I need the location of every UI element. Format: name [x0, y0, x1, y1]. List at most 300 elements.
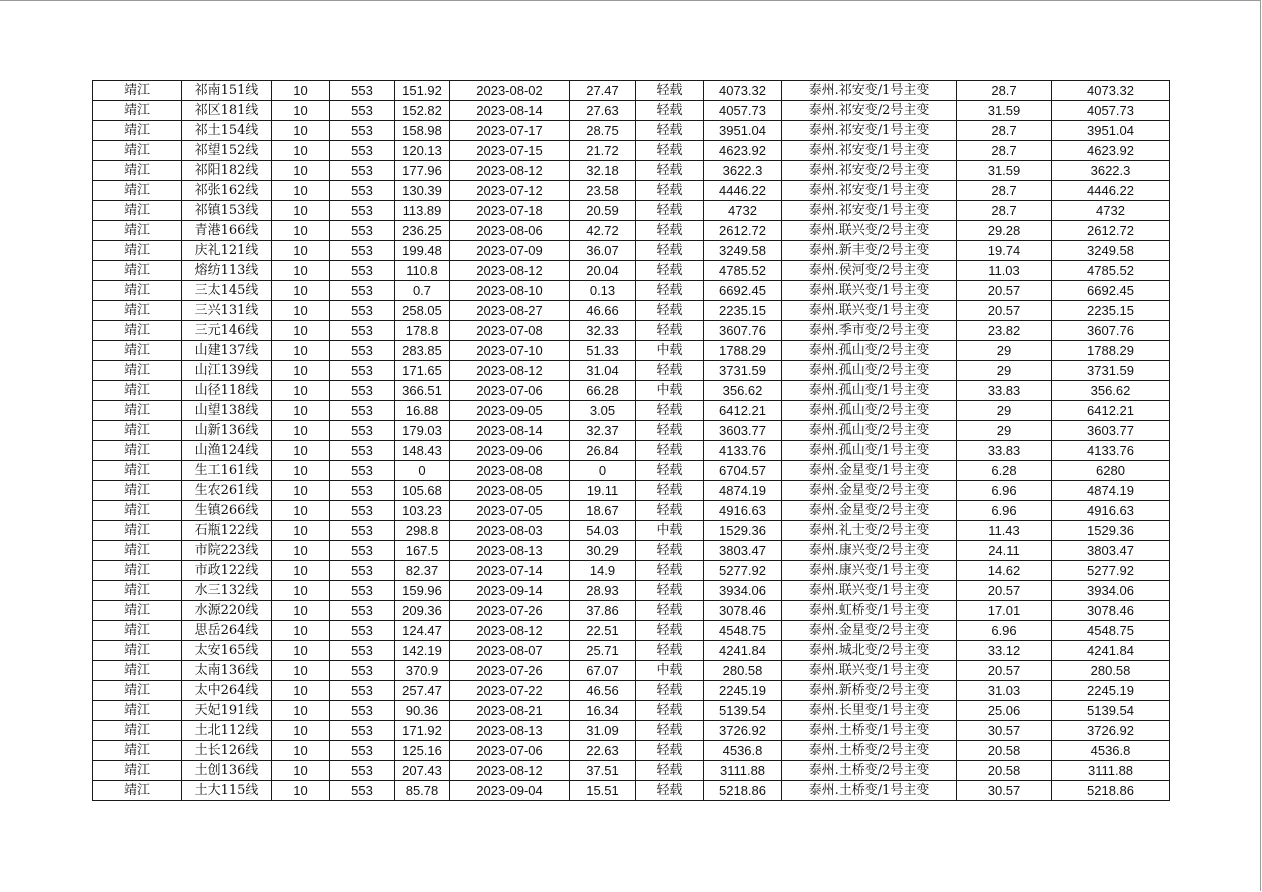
table-row [93, 381, 1170, 401]
rated-current-cell: 553 [330, 661, 395, 681]
load-rate-cell: 19.11 [570, 481, 636, 501]
table-row [93, 761, 1170, 781]
voltage-cell: 10 [272, 441, 330, 461]
voltage-cell: 10 [272, 661, 330, 681]
transformer-cell: 泰州.康兴变/2号主变 [782, 541, 957, 561]
table-row [93, 121, 1170, 141]
available-capacity-cell: 3622.3 [704, 161, 782, 181]
transformer-load-rate-cell: 29 [957, 401, 1052, 421]
load-status-cell: 轻载 [636, 681, 704, 701]
date-cell: 2023-07-12 [450, 181, 570, 201]
voltage-cell: 10 [272, 121, 330, 141]
date-cell: 2023-08-05 [450, 481, 570, 501]
max-current-cell: 0.7 [395, 281, 450, 301]
available-capacity-2-cell: 4536.8 [1052, 741, 1170, 761]
load-status-cell: 轻载 [636, 281, 704, 301]
max-current-cell: 16.88 [395, 401, 450, 421]
line-name-cell: 市政122线 [182, 561, 272, 581]
region-cell: 靖江 [93, 161, 182, 181]
region-cell: 靖江 [93, 341, 182, 361]
load-status-cell: 轻载 [636, 181, 704, 201]
available-capacity-2-cell: 1529.36 [1052, 521, 1170, 541]
load-status-cell: 轻载 [636, 241, 704, 261]
table-row [93, 541, 1170, 561]
transformer-load-rate-cell: 20.57 [957, 281, 1052, 301]
load-status-cell: 轻载 [636, 81, 704, 101]
voltage-cell: 10 [272, 401, 330, 421]
rated-current-cell: 553 [330, 81, 395, 101]
load-rate-cell: 67.07 [570, 661, 636, 681]
transformer-cell: 泰州.土桥变/2号主变 [782, 741, 957, 761]
table-row [93, 341, 1170, 361]
max-current-cell: 171.65 [395, 361, 450, 381]
date-cell: 2023-07-22 [450, 681, 570, 701]
region-cell: 靖江 [93, 761, 182, 781]
available-capacity-2-cell: 3249.58 [1052, 241, 1170, 261]
rated-current-cell: 553 [330, 221, 395, 241]
transformer-cell: 泰州.孤山变/1号主变 [782, 381, 957, 401]
line-name-cell: 三元146线 [182, 321, 272, 341]
available-capacity-cell: 5218.86 [704, 781, 782, 801]
rated-current-cell: 553 [330, 361, 395, 381]
max-current-cell: 258.05 [395, 301, 450, 321]
table-row [93, 601, 1170, 621]
transformer-load-rate-cell: 31.03 [957, 681, 1052, 701]
region-cell: 靖江 [93, 381, 182, 401]
rated-current-cell: 553 [330, 401, 395, 421]
transformer-cell: 泰州.联兴变/2号主变 [782, 221, 957, 241]
load-status-cell: 中载 [636, 661, 704, 681]
line-name-cell: 水源220线 [182, 601, 272, 621]
max-current-cell: 366.51 [395, 381, 450, 401]
voltage-cell: 10 [272, 741, 330, 761]
max-current-cell: 152.82 [395, 101, 450, 121]
voltage-cell: 10 [272, 761, 330, 781]
available-capacity-2-cell: 3934.06 [1052, 581, 1170, 601]
rated-current-cell: 553 [330, 461, 395, 481]
rated-current-cell: 553 [330, 581, 395, 601]
available-capacity-2-cell: 6280 [1052, 461, 1170, 481]
transformer-load-rate-cell: 6.96 [957, 481, 1052, 501]
region-cell: 靖江 [93, 481, 182, 501]
transformer-cell: 泰州.虹桥变/1号主变 [782, 601, 957, 621]
date-cell: 2023-08-07 [450, 641, 570, 661]
available-capacity-cell: 4133.76 [704, 441, 782, 461]
voltage-cell: 10 [272, 281, 330, 301]
transformer-cell: 泰州.祁安变/1号主变 [782, 201, 957, 221]
transformer-load-rate-cell: 6.28 [957, 461, 1052, 481]
voltage-cell: 10 [272, 641, 330, 661]
line-name-cell: 市院223线 [182, 541, 272, 561]
voltage-cell: 10 [272, 721, 330, 741]
table-row [93, 181, 1170, 201]
max-current-cell: 85.78 [395, 781, 450, 801]
max-current-cell: 124.47 [395, 621, 450, 641]
region-cell: 靖江 [93, 661, 182, 681]
max-current-cell: 207.43 [395, 761, 450, 781]
table-row [93, 81, 1170, 101]
region-cell: 靖江 [93, 581, 182, 601]
voltage-cell: 10 [272, 361, 330, 381]
max-current-cell: 113.89 [395, 201, 450, 221]
date-cell: 2023-08-02 [450, 81, 570, 101]
region-cell: 靖江 [93, 501, 182, 521]
available-capacity-2-cell: 3731.59 [1052, 361, 1170, 381]
available-capacity-2-cell: 2235.15 [1052, 301, 1170, 321]
available-capacity-2-cell: 4133.76 [1052, 441, 1170, 461]
load-rate-cell: 27.47 [570, 81, 636, 101]
line-name-cell: 土长126线 [182, 741, 272, 761]
load-status-cell: 轻载 [636, 621, 704, 641]
transformer-cell: 泰州.侯河变/2号主变 [782, 261, 957, 281]
table-row [93, 641, 1170, 661]
available-capacity-2-cell: 5218.86 [1052, 781, 1170, 801]
max-current-cell: 370.9 [395, 661, 450, 681]
line-name-cell: 山新136线 [182, 421, 272, 441]
transformer-load-rate-cell: 29.28 [957, 221, 1052, 241]
max-current-cell: 120.13 [395, 141, 450, 161]
available-capacity-2-cell: 3078.46 [1052, 601, 1170, 621]
region-cell: 靖江 [93, 541, 182, 561]
load-rate-cell: 28.75 [570, 121, 636, 141]
line-name-cell: 土创136线 [182, 761, 272, 781]
available-capacity-cell: 4057.73 [704, 101, 782, 121]
region-cell: 靖江 [93, 521, 182, 541]
region-cell: 靖江 [93, 421, 182, 441]
transformer-cell: 泰州.城北变/2号主变 [782, 641, 957, 661]
load-rate-cell: 42.72 [570, 221, 636, 241]
transformer-load-rate-cell: 28.7 [957, 201, 1052, 221]
transformer-load-rate-cell: 11.43 [957, 521, 1052, 541]
rated-current-cell: 553 [330, 561, 395, 581]
transformer-load-rate-cell: 30.57 [957, 781, 1052, 801]
available-capacity-cell: 4073.32 [704, 81, 782, 101]
available-capacity-2-cell: 3607.76 [1052, 321, 1170, 341]
available-capacity-2-cell: 4057.73 [1052, 101, 1170, 121]
voltage-cell: 10 [272, 781, 330, 801]
table-row [93, 661, 1170, 681]
available-capacity-cell: 1788.29 [704, 341, 782, 361]
date-cell: 2023-07-08 [450, 321, 570, 341]
table-row [93, 221, 1170, 241]
date-cell: 2023-08-12 [450, 761, 570, 781]
max-current-cell: 103.23 [395, 501, 450, 521]
date-cell: 2023-08-14 [450, 421, 570, 441]
date-cell: 2023-07-09 [450, 241, 570, 261]
max-current-cell: 283.85 [395, 341, 450, 361]
transformer-load-rate-cell: 31.59 [957, 101, 1052, 121]
load-rate-cell: 37.86 [570, 601, 636, 621]
transformer-load-rate-cell: 14.62 [957, 561, 1052, 581]
rated-current-cell: 553 [330, 481, 395, 501]
load-rate-cell: 21.72 [570, 141, 636, 161]
transformer-cell: 泰州.联兴变/1号主变 [782, 581, 957, 601]
table-row [93, 401, 1170, 421]
table-row [93, 521, 1170, 541]
table-row [93, 681, 1170, 701]
available-capacity-cell: 356.62 [704, 381, 782, 401]
line-name-cell: 思岳264线 [182, 621, 272, 641]
table-row [93, 281, 1170, 301]
region-cell: 靖江 [93, 301, 182, 321]
voltage-cell: 10 [272, 81, 330, 101]
load-status-cell: 轻载 [636, 781, 704, 801]
date-cell: 2023-07-15 [450, 141, 570, 161]
date-cell: 2023-07-06 [450, 381, 570, 401]
region-cell: 靖江 [93, 141, 182, 161]
line-name-cell: 石瓶122线 [182, 521, 272, 541]
load-status-cell: 轻载 [636, 641, 704, 661]
available-capacity-2-cell: 6692.45 [1052, 281, 1170, 301]
region-cell: 靖江 [93, 221, 182, 241]
available-capacity-cell: 6692.45 [704, 281, 782, 301]
table-row [93, 701, 1170, 721]
available-capacity-2-cell: 356.62 [1052, 381, 1170, 401]
max-current-cell: 90.36 [395, 701, 450, 721]
available-capacity-2-cell: 5277.92 [1052, 561, 1170, 581]
table-row [93, 101, 1170, 121]
available-capacity-2-cell: 4548.75 [1052, 621, 1170, 641]
voltage-cell: 10 [272, 201, 330, 221]
available-capacity-cell: 1529.36 [704, 521, 782, 541]
load-rate-cell: 37.51 [570, 761, 636, 781]
rated-current-cell: 553 [330, 441, 395, 461]
line-name-cell: 土北112线 [182, 721, 272, 741]
region-cell: 靖江 [93, 261, 182, 281]
load-rate-cell: 3.05 [570, 401, 636, 421]
voltage-cell: 10 [272, 241, 330, 261]
date-cell: 2023-08-06 [450, 221, 570, 241]
max-current-cell: 236.25 [395, 221, 450, 241]
transformer-load-rate-cell: 29 [957, 341, 1052, 361]
load-status-cell: 轻载 [636, 481, 704, 501]
load-rate-cell: 46.66 [570, 301, 636, 321]
date-cell: 2023-07-26 [450, 661, 570, 681]
date-cell: 2023-08-14 [450, 101, 570, 121]
transformer-load-rate-cell: 20.57 [957, 661, 1052, 681]
rated-current-cell: 553 [330, 181, 395, 201]
load-rate-cell: 32.18 [570, 161, 636, 181]
table-row [93, 441, 1170, 461]
voltage-cell: 10 [272, 461, 330, 481]
line-name-cell: 土大115线 [182, 781, 272, 801]
voltage-cell: 10 [272, 701, 330, 721]
voltage-cell: 10 [272, 561, 330, 581]
available-capacity-2-cell: 3603.77 [1052, 421, 1170, 441]
date-cell: 2023-08-03 [450, 521, 570, 541]
region-cell: 靖江 [93, 561, 182, 581]
rated-current-cell: 553 [330, 281, 395, 301]
transformer-cell: 泰州.孤山变/2号主变 [782, 401, 957, 421]
load-rate-cell: 30.29 [570, 541, 636, 561]
available-capacity-2-cell: 4785.52 [1052, 261, 1170, 281]
table-row [93, 561, 1170, 581]
load-status-cell: 轻载 [636, 101, 704, 121]
max-current-cell: 298.8 [395, 521, 450, 541]
transformer-load-rate-cell: 33.12 [957, 641, 1052, 661]
available-capacity-2-cell: 3622.3 [1052, 161, 1170, 181]
load-rate-cell: 23.58 [570, 181, 636, 201]
date-cell: 2023-07-10 [450, 341, 570, 361]
transformer-cell: 泰州.新桥变/2号主变 [782, 681, 957, 701]
available-capacity-cell: 3934.06 [704, 581, 782, 601]
transformer-cell: 泰州.祁安变/2号主变 [782, 161, 957, 181]
rated-current-cell: 553 [330, 201, 395, 221]
voltage-cell: 10 [272, 481, 330, 501]
available-capacity-cell: 3249.58 [704, 241, 782, 261]
date-cell: 2023-09-04 [450, 781, 570, 801]
load-rate-cell: 14.9 [570, 561, 636, 581]
region-cell: 靖江 [93, 281, 182, 301]
transformer-cell: 泰州.祁安变/1号主变 [782, 181, 957, 201]
load-rate-cell: 0 [570, 461, 636, 481]
transformer-cell: 泰州.土桥变/1号主变 [782, 721, 957, 741]
max-current-cell: 177.96 [395, 161, 450, 181]
date-cell: 2023-08-27 [450, 301, 570, 321]
load-status-cell: 轻载 [636, 421, 704, 441]
available-capacity-cell: 4732 [704, 201, 782, 221]
max-current-cell: 167.5 [395, 541, 450, 561]
available-capacity-2-cell: 1788.29 [1052, 341, 1170, 361]
line-name-cell: 天妃191线 [182, 701, 272, 721]
available-capacity-cell: 6412.21 [704, 401, 782, 421]
region-cell: 靖江 [93, 601, 182, 621]
available-capacity-cell: 4241.84 [704, 641, 782, 661]
date-cell: 2023-07-06 [450, 741, 570, 761]
table-row [93, 421, 1170, 441]
transformer-cell: 泰州.祁安变/1号主变 [782, 81, 957, 101]
date-cell: 2023-08-08 [450, 461, 570, 481]
date-cell: 2023-09-06 [450, 441, 570, 461]
max-current-cell: 130.39 [395, 181, 450, 201]
available-capacity-cell: 2612.72 [704, 221, 782, 241]
region-cell: 靖江 [93, 201, 182, 221]
voltage-cell: 10 [272, 301, 330, 321]
load-rate-cell: 36.07 [570, 241, 636, 261]
voltage-cell: 10 [272, 581, 330, 601]
transformer-load-rate-cell: 17.01 [957, 601, 1052, 621]
load-rate-cell: 51.33 [570, 341, 636, 361]
load-status-cell: 轻载 [636, 201, 704, 221]
voltage-cell: 10 [272, 341, 330, 361]
transformer-load-rate-cell: 28.7 [957, 141, 1052, 161]
available-capacity-2-cell: 4916.63 [1052, 501, 1170, 521]
load-rate-cell: 46.56 [570, 681, 636, 701]
available-capacity-2-cell: 3726.92 [1052, 721, 1170, 741]
load-status-cell: 中载 [636, 521, 704, 541]
data-table [92, 80, 1170, 801]
region-cell: 靖江 [93, 701, 182, 721]
transformer-load-rate-cell: 23.82 [957, 321, 1052, 341]
load-status-cell: 轻载 [636, 261, 704, 281]
voltage-cell: 10 [272, 181, 330, 201]
max-current-cell: 171.92 [395, 721, 450, 741]
table-row [93, 321, 1170, 341]
rated-current-cell: 553 [330, 421, 395, 441]
load-rate-cell: 31.09 [570, 721, 636, 741]
date-cell: 2023-08-12 [450, 261, 570, 281]
line-name-cell: 青港166线 [182, 221, 272, 241]
transformer-load-rate-cell: 29 [957, 361, 1052, 381]
date-cell: 2023-08-12 [450, 361, 570, 381]
table-row [93, 261, 1170, 281]
transformer-cell: 泰州.金星变/2号主变 [782, 621, 957, 641]
available-capacity-cell: 4536.8 [704, 741, 782, 761]
voltage-cell: 10 [272, 381, 330, 401]
available-capacity-2-cell: 6412.21 [1052, 401, 1170, 421]
load-status-cell: 轻载 [636, 581, 704, 601]
load-status-cell: 轻载 [636, 121, 704, 141]
table-row [93, 781, 1170, 801]
load-status-cell: 轻载 [636, 141, 704, 161]
rated-current-cell: 553 [330, 781, 395, 801]
region-cell: 靖江 [93, 81, 182, 101]
available-capacity-2-cell: 4446.22 [1052, 181, 1170, 201]
max-current-cell: 179.03 [395, 421, 450, 441]
rated-current-cell: 553 [330, 741, 395, 761]
transformer-load-rate-cell: 28.7 [957, 81, 1052, 101]
rated-current-cell: 553 [330, 621, 395, 641]
load-status-cell: 轻载 [636, 461, 704, 481]
date-cell: 2023-08-13 [450, 541, 570, 561]
load-status-cell: 轻载 [636, 601, 704, 621]
voltage-cell: 10 [272, 141, 330, 161]
transformer-cell: 泰州.康兴变/1号主变 [782, 561, 957, 581]
voltage-cell: 10 [272, 161, 330, 181]
transformer-cell: 泰州.土桥变/1号主变 [782, 781, 957, 801]
transformer-cell: 泰州.祁安变/1号主变 [782, 141, 957, 161]
rated-current-cell: 553 [330, 301, 395, 321]
table-row [93, 241, 1170, 261]
load-status-cell: 中载 [636, 341, 704, 361]
region-cell: 靖江 [93, 741, 182, 761]
transformer-cell: 泰州.祁安变/2号主变 [782, 101, 957, 121]
line-name-cell: 祁南151线 [182, 81, 272, 101]
date-cell: 2023-08-21 [450, 701, 570, 721]
rated-current-cell: 553 [330, 761, 395, 781]
region-cell: 靖江 [93, 441, 182, 461]
max-current-cell: 148.43 [395, 441, 450, 461]
table-row [93, 621, 1170, 641]
rated-current-cell: 553 [330, 721, 395, 741]
line-name-cell: 太安165线 [182, 641, 272, 661]
table-body [93, 81, 1170, 801]
available-capacity-2-cell: 5139.54 [1052, 701, 1170, 721]
transformer-cell: 泰州.金星变/2号主变 [782, 501, 957, 521]
transformer-load-rate-cell: 25.06 [957, 701, 1052, 721]
load-rate-cell: 32.37 [570, 421, 636, 441]
available-capacity-cell: 280.58 [704, 661, 782, 681]
available-capacity-cell: 3607.76 [704, 321, 782, 341]
transformer-cell: 泰州.孤山变/2号主变 [782, 421, 957, 441]
transformer-load-rate-cell: 6.96 [957, 501, 1052, 521]
line-name-cell: 生镇266线 [182, 501, 272, 521]
rated-current-cell: 553 [330, 261, 395, 281]
line-name-cell: 生农261线 [182, 481, 272, 501]
table-row [93, 161, 1170, 181]
date-cell: 2023-07-17 [450, 121, 570, 141]
voltage-cell: 10 [272, 501, 330, 521]
load-rate-cell: 20.04 [570, 261, 636, 281]
region-cell: 靖江 [93, 181, 182, 201]
rated-current-cell: 553 [330, 241, 395, 261]
load-status-cell: 轻载 [636, 561, 704, 581]
available-capacity-cell: 4916.63 [704, 501, 782, 521]
transformer-cell: 泰州.金星变/1号主变 [782, 461, 957, 481]
line-name-cell: 山建137线 [182, 341, 272, 361]
line-name-cell: 庆礼121线 [182, 241, 272, 261]
load-status-cell: 轻载 [636, 741, 704, 761]
